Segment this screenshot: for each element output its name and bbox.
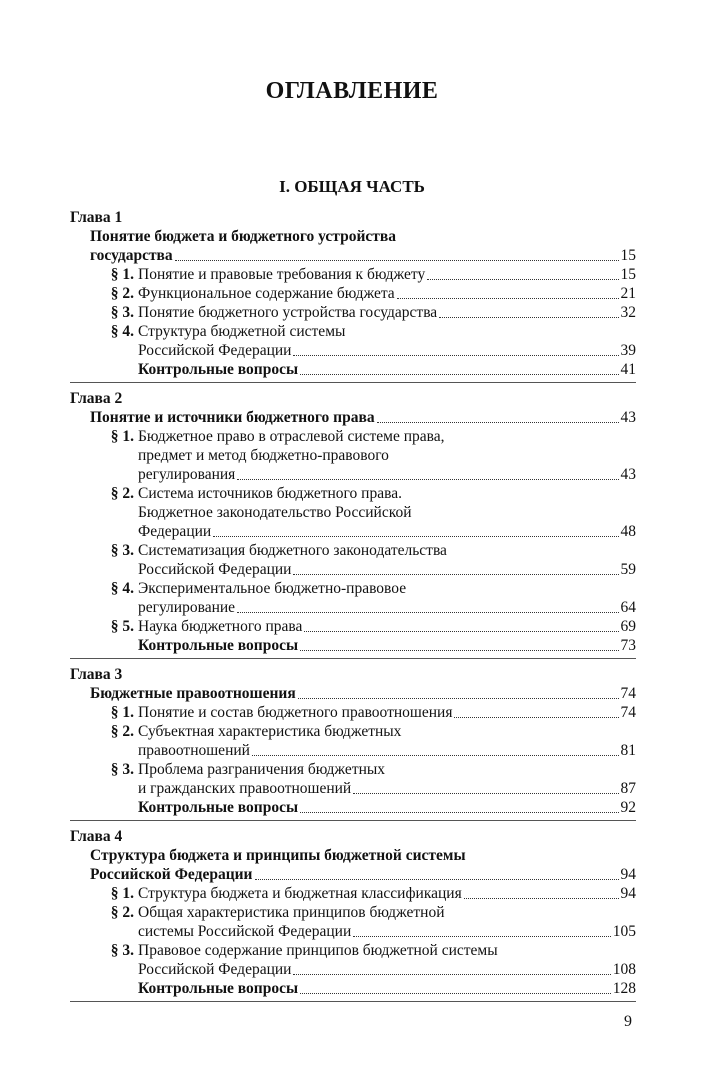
dot-leader xyxy=(300,992,611,994)
toc-entry[interactable] xyxy=(90,579,636,617)
dot-leader xyxy=(300,373,618,375)
section-number: § 2. xyxy=(110,723,134,740)
chapter-title-text: Структура бюджета и принципы бюджетной системы xyxy=(90,847,466,864)
chapter-title[interactable] xyxy=(90,408,636,427)
chapter-1 xyxy=(70,208,636,383)
chapter-title[interactable] xyxy=(90,846,636,884)
entry-text: Система источников бюджетного права. xyxy=(138,485,402,502)
section-number: § 3. xyxy=(110,942,134,959)
entry-text: Функциональное содержание бюджета xyxy=(138,285,395,302)
entry-text: Проблема разграничения бюджетных xyxy=(138,761,386,778)
section-number: § 1. xyxy=(110,428,134,445)
page-ref: 81 xyxy=(620,742,636,759)
entry-text: Понятие и состав бюджетного правоотношения xyxy=(138,704,453,721)
control-questions-entry[interactable] xyxy=(90,798,636,817)
section-number: § 3. xyxy=(110,542,134,559)
entry-text: и гражданских правоотношений xyxy=(138,780,352,797)
dot-leader xyxy=(454,716,618,718)
section-number: § 3. xyxy=(110,304,134,321)
entry-text: правоотношений xyxy=(138,742,250,759)
page-ref: 15 xyxy=(620,266,636,283)
dot-leader xyxy=(377,421,619,423)
toc-entry[interactable] xyxy=(90,322,636,360)
section-number: § 3. xyxy=(110,761,134,778)
entry-text: Российской Федерации xyxy=(138,342,292,359)
entry-text: Систематизация бюджетного законодательства xyxy=(138,542,447,559)
page-ref: 69 xyxy=(620,618,636,635)
section-title: I. ОБЩАЯ ЧАСТЬ xyxy=(279,177,425,196)
toc-entry[interactable] xyxy=(90,284,636,303)
toc-entry[interactable] xyxy=(90,303,636,322)
entry-text: Бюджетное право в отраслевой системе права, xyxy=(138,428,445,445)
entry-text: регулирование xyxy=(138,599,236,616)
chapter-title-text: Понятие бюджета и бюджетного устройства xyxy=(90,228,397,245)
control-questions-entry[interactable] xyxy=(90,979,636,998)
entry-text: Федерации xyxy=(138,523,212,540)
control-questions-entry[interactable] xyxy=(90,636,636,655)
toc-entry[interactable] xyxy=(90,617,636,636)
section-number: § 5. xyxy=(110,618,134,635)
chapter-divider xyxy=(70,820,636,821)
dot-leader xyxy=(300,649,618,651)
control-questions-entry[interactable] xyxy=(90,360,636,379)
page-ref: 21 xyxy=(620,285,636,302)
entry-text: Наука бюджетного права xyxy=(138,618,303,635)
entry-text: Бюджетное законодательство Российской xyxy=(138,504,412,521)
dot-leader xyxy=(255,878,619,880)
dot-leader xyxy=(353,935,610,937)
page-ref: 94 xyxy=(620,866,636,883)
page-ref: 92 xyxy=(620,799,636,816)
toc-entry[interactable] xyxy=(90,722,636,760)
section-number: § 2. xyxy=(110,904,134,921)
entry-text: Структура бюджета и бюджетная классификация xyxy=(138,885,462,902)
page-ref: 73 xyxy=(620,637,636,654)
entry-text: предмет и метод бюджетно-правового xyxy=(138,447,389,464)
chapter-title[interactable] xyxy=(90,684,636,703)
chapter-title-text: Бюджетные правоотношения xyxy=(90,685,296,702)
page-ref: 43 xyxy=(620,409,636,426)
page-title: ОГЛАВЛЕНИЕ xyxy=(265,78,439,104)
chapter-4 xyxy=(70,827,636,1002)
chapter-2 xyxy=(70,389,636,659)
page-ref: 128 xyxy=(612,980,636,997)
dot-leader xyxy=(427,278,618,280)
entry-text: системы Российской Федерации xyxy=(138,923,352,940)
toc-entry[interactable] xyxy=(90,941,636,979)
page-ref: 64 xyxy=(620,599,636,616)
chapter-3 xyxy=(70,665,636,821)
chapter-label: Глава 2 xyxy=(70,390,123,407)
dot-leader xyxy=(237,478,618,480)
page-ref: 87 xyxy=(620,780,636,797)
page-ref: 105 xyxy=(612,923,636,940)
chapter-label: Глава 1 xyxy=(70,209,123,226)
page-number: 9 xyxy=(624,1013,632,1030)
section-number: § 2. xyxy=(110,285,134,302)
chapter-divider xyxy=(70,1001,636,1002)
toc-entry[interactable] xyxy=(90,703,636,722)
chapter-title[interactable] xyxy=(90,227,636,265)
table-of-contents xyxy=(70,208,636,1008)
dot-leader xyxy=(293,573,618,575)
control-questions-label: Контрольные вопросы xyxy=(138,637,299,654)
control-questions-label: Контрольные вопросы xyxy=(138,361,299,378)
entry-text: Общая характеристика принципов бюджетной xyxy=(138,904,445,921)
entry-text: Экспериментальное бюджетно-правовое xyxy=(138,580,407,597)
dot-leader xyxy=(298,697,619,699)
entry-text: Правовое содержание принципов бюджетной системы xyxy=(138,942,498,959)
chapter-label: Глава 3 xyxy=(70,666,123,683)
dot-leader xyxy=(237,611,618,613)
page-ref: 39 xyxy=(620,342,636,359)
page-ref: 74 xyxy=(620,685,636,702)
dot-leader xyxy=(293,973,610,975)
section-number: § 1. xyxy=(110,885,134,902)
page-ref: 74 xyxy=(620,704,636,721)
page-ref: 108 xyxy=(612,961,636,978)
chapter-title-text: Российской Федерации xyxy=(90,866,253,883)
section-number: § 1. xyxy=(110,704,134,721)
toc-entry[interactable] xyxy=(90,903,636,941)
dot-leader xyxy=(175,259,619,261)
entry-text: Российской Федерации xyxy=(138,561,292,578)
dot-leader xyxy=(293,354,618,356)
page-ref: 41 xyxy=(620,361,636,378)
entry-text: Российской Федерации xyxy=(138,961,292,978)
dot-leader xyxy=(252,754,619,756)
chapter-title-text: Понятие и источники бюджетного права xyxy=(90,409,375,426)
chapter-divider xyxy=(70,658,636,659)
dot-leader xyxy=(304,630,618,632)
dot-leader xyxy=(464,897,619,899)
section-number: § 4. xyxy=(110,323,134,340)
chapter-title-text: государства xyxy=(90,247,173,264)
chapter-label: Глава 4 xyxy=(70,828,123,845)
section-number: § 4. xyxy=(110,580,134,597)
section-number: § 2. xyxy=(110,485,134,502)
toc-entry[interactable] xyxy=(90,265,636,284)
page-ref: 48 xyxy=(620,523,636,540)
entry-text: Понятие и правовые требования к бюджету xyxy=(138,266,426,283)
toc-entry[interactable] xyxy=(90,427,636,484)
entry-text: регулирования xyxy=(138,466,236,483)
chapter-divider xyxy=(70,382,636,383)
entry-text: Структура бюджетной системы xyxy=(138,323,346,340)
dot-leader xyxy=(300,811,618,813)
toc-entry[interactable] xyxy=(90,884,636,903)
control-questions-label: Контрольные вопросы xyxy=(138,980,299,997)
entry-text: Понятие бюджетного устройства государства xyxy=(138,304,438,321)
control-questions-label: Контрольные вопросы xyxy=(138,799,299,816)
toc-entry[interactable] xyxy=(90,760,636,798)
section-number: § 1. xyxy=(110,266,134,283)
page-ref: 94 xyxy=(620,885,636,902)
dot-leader xyxy=(353,792,618,794)
page-ref: 32 xyxy=(620,304,636,321)
page-ref: 43 xyxy=(620,466,636,483)
dot-leader xyxy=(397,297,619,299)
dot-leader xyxy=(439,316,618,318)
toc-entry[interactable] xyxy=(90,541,636,579)
toc-entry[interactable] xyxy=(90,484,636,541)
dot-leader xyxy=(213,535,618,537)
page-ref: 59 xyxy=(620,561,636,578)
entry-text: Субъектная характеристика бюджетных xyxy=(138,723,402,740)
page-ref: 15 xyxy=(620,247,636,264)
